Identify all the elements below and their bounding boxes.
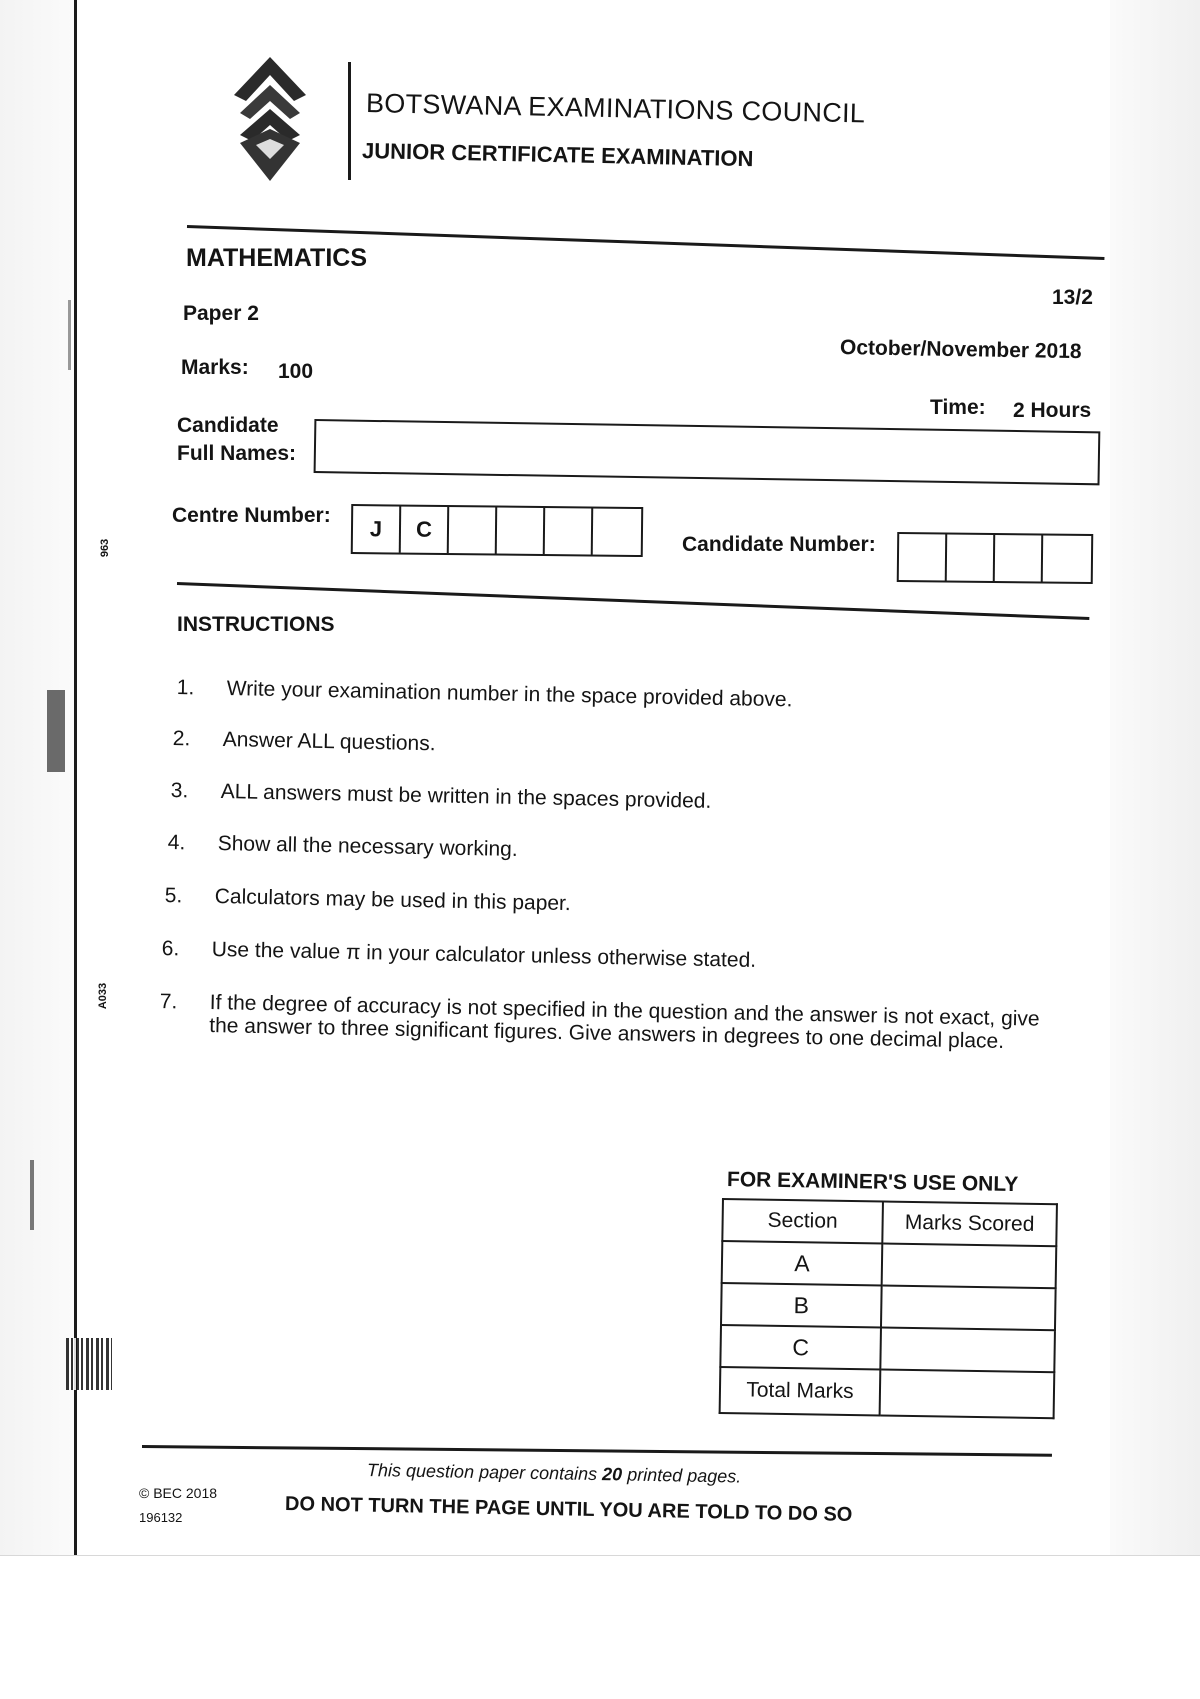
section-cell: C [720,1325,881,1370]
instruction-number: 4. [167,831,186,855]
marks-label: Marks: [181,356,249,379]
table-row [720,1367,1055,1418]
instruction-text: ALL answers must be written in the spaces provided. [220,780,712,813]
candidate-number-field[interactable] [897,532,1094,584]
serial-number: 196132 [139,1510,183,1525]
paper-number: Paper 2 [183,302,259,325]
candidate-names-label [177,412,296,468]
pages-count: 20 [601,1464,623,1485]
pages-note-prefix: This question paper contains [366,1460,598,1485]
section-cell: A [722,1241,883,1286]
footer-rule [142,1445,1052,1457]
table-row [720,1325,1055,1372]
centre-number-field[interactable] [351,504,644,557]
candidate-number-cell[interactable] [947,535,995,582]
marks-cell[interactable] [882,1244,1057,1289]
instruction-text: Use the value π in your calculator unless otherwise stated. [211,938,757,972]
candidate-number-label: Candidate Number: [682,533,876,556]
side-code: A033 [97,982,110,1010]
candidate-number-cell[interactable] [899,534,947,581]
candidate-number-cell[interactable] [995,535,1043,582]
instruction-number: 5. [164,884,183,908]
total-label: Total Marks [720,1367,881,1416]
section-header: Section [722,1199,883,1244]
centre-number-cell[interactable]: C [401,507,449,554]
section-cell: B [721,1283,882,1328]
examiner-title: FOR EXAMINER'S USE ONLY [726,1168,1019,1197]
subject-title: MATHEMATICS [186,244,367,272]
pages-note-suffix: printed pages. [627,1464,742,1487]
instructions-title: INSTRUCTIONS [177,613,335,636]
instruction-number: 2. [172,727,191,751]
centre-number-cell[interactable] [545,508,593,555]
instruction-text: If the degree of accuracy is not specified in the question and the answer is not exact, give the answer to three significant figures. Give answers in degrees to one decimal place. [209,991,1040,1053]
candidate-names-label-line2: Full Names: [177,442,297,465]
marks-header: Marks Scored [882,1202,1057,1247]
centre-number-cell[interactable] [449,507,497,554]
candidate-names-label-line1: Candidate [177,414,279,437]
instruction-number: 1. [176,676,195,700]
table-row [722,1241,1057,1288]
centre-number-cell[interactable] [497,508,545,555]
centre-number-cell[interactable] [593,509,641,556]
instruction-text: Show all the necessary working. [217,832,518,862]
pages-note [367,1460,742,1488]
scan-bottom-margin [0,1555,1200,1699]
candidate-names-field[interactable] [314,419,1101,485]
instruction-number: 7. [159,990,178,1014]
copyright: © BEC 2018 [139,1485,218,1501]
qr-code-icon [66,1338,112,1390]
marks-cell[interactable] [880,1328,1055,1373]
centre-number-label: Centre Number: [172,504,331,527]
exam-session: October/November 2018 [839,336,1082,364]
instruction-text: Answer ALL questions. [222,728,436,756]
table-row [722,1199,1057,1246]
table-row [721,1283,1056,1330]
centre-number-cell[interactable]: J [353,506,401,553]
candidate-number-cell[interactable] [1043,536,1091,583]
header-divider [348,62,351,180]
turn-page-warning: DO NOT TURN THE PAGE UNTIL YOU ARE TOLD TO DO SO [284,1493,853,1526]
time-value: 2 Hours [1013,399,1092,422]
exam-name: JUNIOR CERTIFICATE EXAMINATION [361,138,754,172]
side-code: 963 [99,538,112,558]
marks-cell[interactable] [881,1286,1056,1331]
paper-code: 13/2 [1052,286,1093,309]
instruction-text: Calculators may be used in this paper. [214,885,571,916]
bec-diamond-logo-icon [228,55,312,183]
council-name: BOTSWANA EXAMINATIONS COUNCIL [365,88,866,129]
marks-value: 100 [278,360,314,383]
instruction-number: 3. [170,779,189,803]
examiner-table [719,1198,1058,1419]
total-marks-cell[interactable] [880,1370,1055,1419]
instruction-number: 6. [161,937,180,961]
time-label: Time: [930,396,986,419]
instruction-text: Write your examination number in the space provided above. [226,677,793,712]
